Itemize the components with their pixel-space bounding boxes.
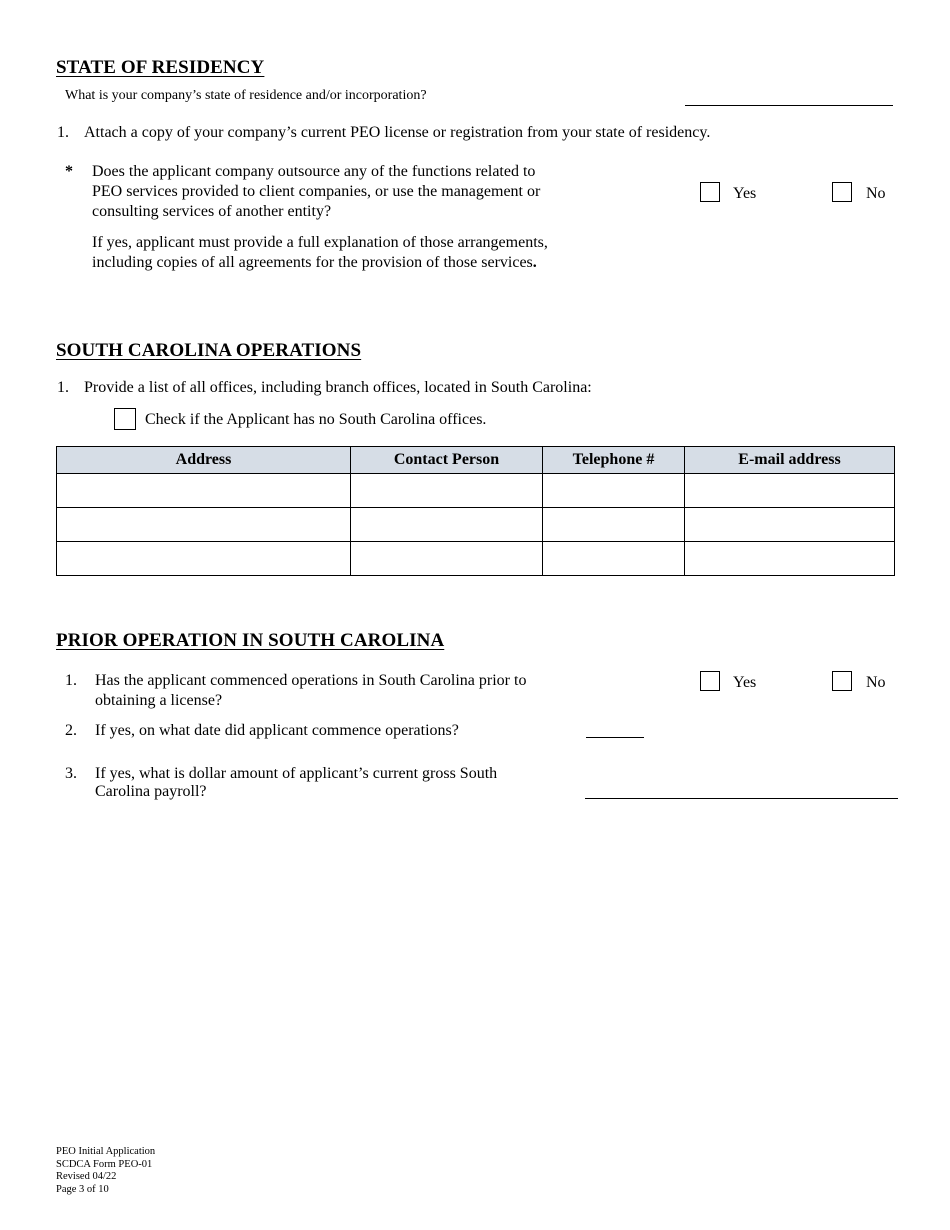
sc-offices-table	[56, 446, 895, 576]
outsource-explanation-line2: including copies of all agreements for the provision of those services.	[92, 254, 537, 271]
table-cell-telephone[interactable]	[543, 542, 685, 576]
table-cell-email[interactable]	[685, 508, 895, 542]
table-cell-contact-person[interactable]	[351, 508, 543, 542]
table-row	[57, 542, 895, 576]
prior-operation-heading: PRIOR OPERATION IN SOUTH CAROLINA	[56, 630, 445, 651]
prior-q1-number: 1.	[65, 672, 77, 689]
prior-ops-yes-checkbox[interactable]	[700, 671, 720, 691]
outsource-question-line1: Does the applicant company outsource any of the functions related to	[92, 163, 536, 180]
table-cell-contact-person[interactable]	[351, 542, 543, 576]
table-cell-contact-person[interactable]	[351, 474, 543, 508]
outsource-question-line3: consulting services of another entity?	[92, 203, 332, 220]
prior-ops-yes-label: Yes	[733, 674, 757, 691]
prior-q1-line2: obtaining a license?	[95, 692, 223, 709]
outsource-explanation-line1: If yes, applicant must provide a full explanation of those arrangements,	[92, 234, 548, 251]
outsource-no-checkbox[interactable]	[832, 182, 852, 202]
table-row	[57, 508, 895, 542]
sc-operations-heading: SOUTH CAROLINA OPERATIONS	[56, 340, 362, 361]
outsource-question-line2: PEO services provided to client companies, or use the management or	[92, 183, 541, 200]
table-cell-address[interactable]	[57, 542, 351, 576]
table-cell-address[interactable]	[57, 474, 351, 508]
footer-revision: Revised 04/22	[56, 1171, 117, 1182]
sc-operations-item1-number: 1.	[57, 379, 69, 396]
table-row	[57, 474, 895, 508]
gross-payroll-line[interactable]	[585, 798, 898, 799]
outsource-no-label: No	[866, 185, 886, 202]
prior-ops-no-label: No	[866, 674, 886, 691]
residency-item1-number: 1.	[57, 124, 69, 141]
sc-operations-item1-text: Provide a list of all offices, including branch offices, located in South Carolina:	[84, 379, 592, 396]
table-cell-telephone[interactable]	[543, 474, 685, 508]
required-asterisk: *	[65, 163, 73, 180]
outsource-yes-label: Yes	[733, 185, 757, 202]
column-header-contact-person: Contact Person	[351, 447, 543, 474]
outsource-yes-checkbox[interactable]	[700, 182, 720, 202]
table-cell-address[interactable]	[57, 508, 351, 542]
state-of-residency-heading: STATE OF RESIDENCY	[56, 57, 265, 78]
residency-item1-text: Attach a copy of your company’s current PEO license or registration from your state of residency.	[84, 124, 711, 141]
table-cell-email[interactable]	[685, 542, 895, 576]
footer-form-number: SCDCA Form PEO-01	[56, 1158, 153, 1170]
prior-q1-line1: Has the applicant commenced operations in South Carolina prior to	[95, 672, 527, 689]
residency-question: What is your company’s state of residence and/or incorporation?	[65, 88, 427, 103]
commence-date-line[interactable]	[586, 737, 644, 738]
prior-q3-number: 3.	[65, 765, 77, 782]
column-header-address: Address	[57, 447, 351, 474]
footer-form-title: PEO Initial Application	[56, 1146, 156, 1157]
no-sc-offices-label: Check if the Applicant has no South Carolina offices.	[145, 411, 487, 428]
page-footer	[56, 1146, 155, 1196]
no-sc-offices-checkbox[interactable]	[114, 408, 136, 430]
prior-q2-text: If yes, on what date did applicant commence operations?	[95, 722, 459, 739]
prior-q3-line1: If yes, what is dollar amount of applicant’s current gross South	[95, 765, 498, 782]
footer-page-number: Page 3 of 10	[56, 1183, 109, 1195]
prior-ops-no-checkbox[interactable]	[832, 671, 852, 691]
prior-q3-line2: Carolina payroll?	[95, 783, 207, 800]
column-header-email: E-mail address	[685, 447, 895, 474]
table-cell-email[interactable]	[685, 474, 895, 508]
column-header-telephone: Telephone #	[543, 447, 685, 474]
table-cell-telephone[interactable]	[543, 508, 685, 542]
table-header-row	[57, 447, 895, 474]
prior-q2-number: 2.	[65, 722, 77, 739]
residency-answer-line[interactable]	[685, 105, 893, 106]
